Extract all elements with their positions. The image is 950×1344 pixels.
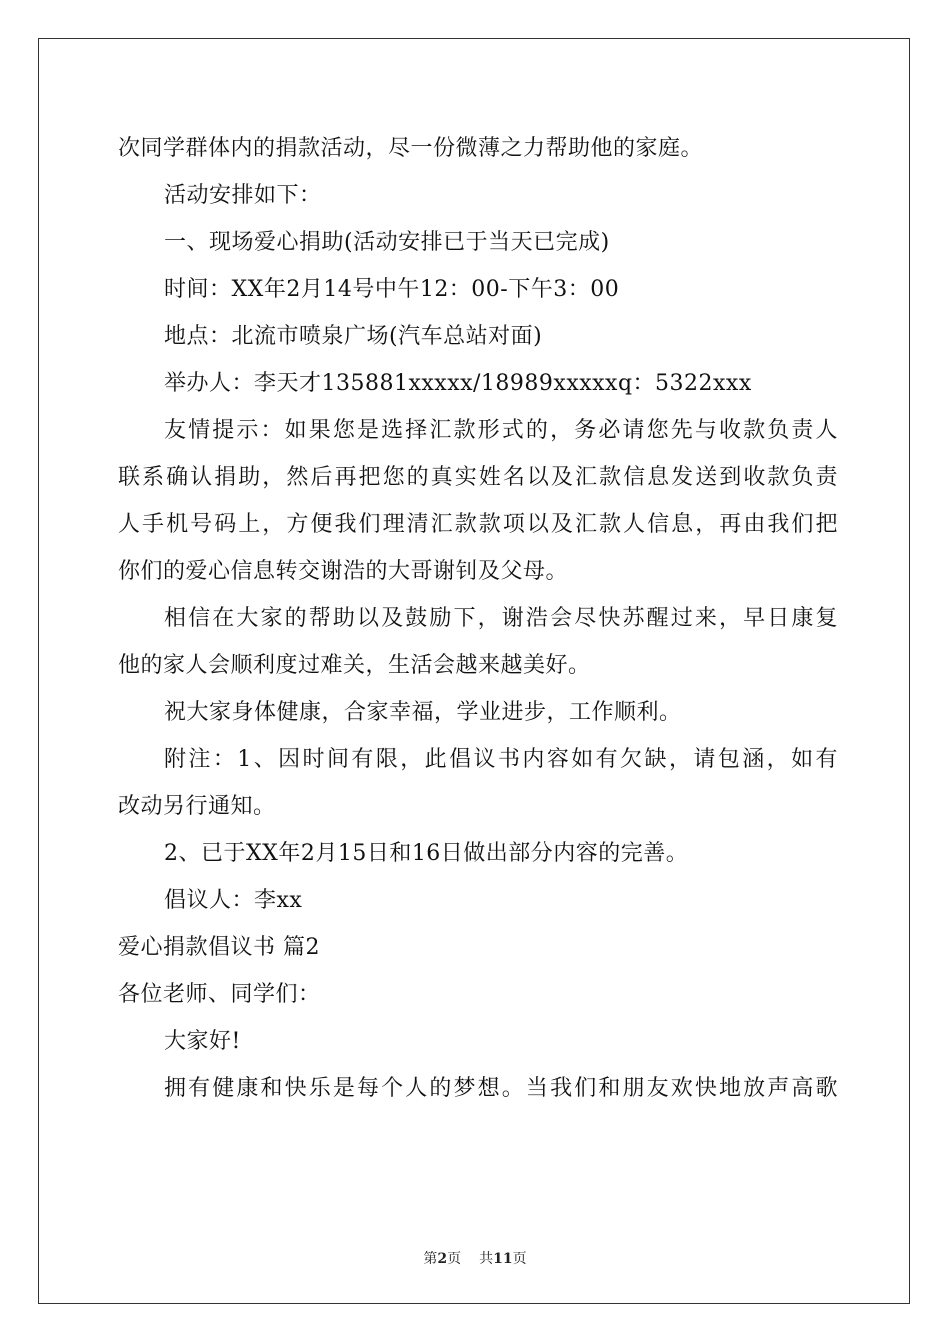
text-line: 他的家人会顺利度过难关，生活会越来越美好。 [118, 653, 591, 678]
text-line: 人手机号码上，方便我们理清汇款款项以及汇款人信息，再由我们把 [118, 512, 838, 537]
text-line: 联系确认捐助，然后再把您的真实姓名以及汇款信息发送到收款负责 [118, 465, 838, 490]
text-line: 时间：XX年2月14号中午12：00-下午3：00 [164, 277, 620, 302]
text-line: 友情提示：如果您是选择汇款形式的，务必请您先与收款负责人 [164, 418, 838, 443]
text-line: 倡议人：李xx [164, 888, 303, 913]
text-line: 相信在大家的帮助以及鼓励下，谢浩会尽快苏醒过来，早日康复 [164, 606, 838, 631]
total-suffix: 页 [512, 1251, 527, 1267]
text-line: 改动另行通知。 [118, 794, 276, 819]
total-prefix: 共 [479, 1251, 494, 1267]
page-prefix: 第 [423, 1251, 438, 1267]
salutation: 各位老师、同学们： [118, 982, 321, 1007]
text-line: 2、已于XX年2月15日和16日做出部分内容的完善。 [164, 841, 689, 866]
text-line: 附注：1、因时间有限，此倡议书内容如有欠缺，请包涵，如有 [164, 747, 838, 772]
text-line: 举办人：李天才135881xxxxx/18989xxxxxq：5322xxx [164, 371, 752, 396]
page-number: 2 [437, 1251, 448, 1267]
document-body [118, 125, 838, 1112]
text-line: 活动安排如下： [164, 183, 322, 208]
total-pages: 11 [493, 1251, 513, 1267]
page-footer [0, 1248, 950, 1268]
text-line: 你们的爱心信息转交谢浩的大哥谢钊及父母。 [118, 559, 569, 584]
text-line: 地点：北流市喷泉广场(汽车总站对面) [164, 324, 543, 349]
section-heading: 爱心捐款倡议书 篇2 [118, 935, 320, 960]
page-suffix: 页 [447, 1251, 462, 1267]
text-line: 一、现场爱心捐助(活动安排已于当天已完成) [164, 230, 610, 255]
text-line: 祝大家身体健康，合家幸福，学业进步，工作顺利。 [164, 700, 682, 725]
greeting: 大家好! [164, 1029, 241, 1054]
text-line: 次同学群体内的捐款活动，尽一份微薄之力帮助他的家庭。 [118, 136, 704, 161]
text-line: 拥有健康和快乐是每个人的梦想。当我们和朋友欢快地放声高歌 [164, 1076, 838, 1101]
